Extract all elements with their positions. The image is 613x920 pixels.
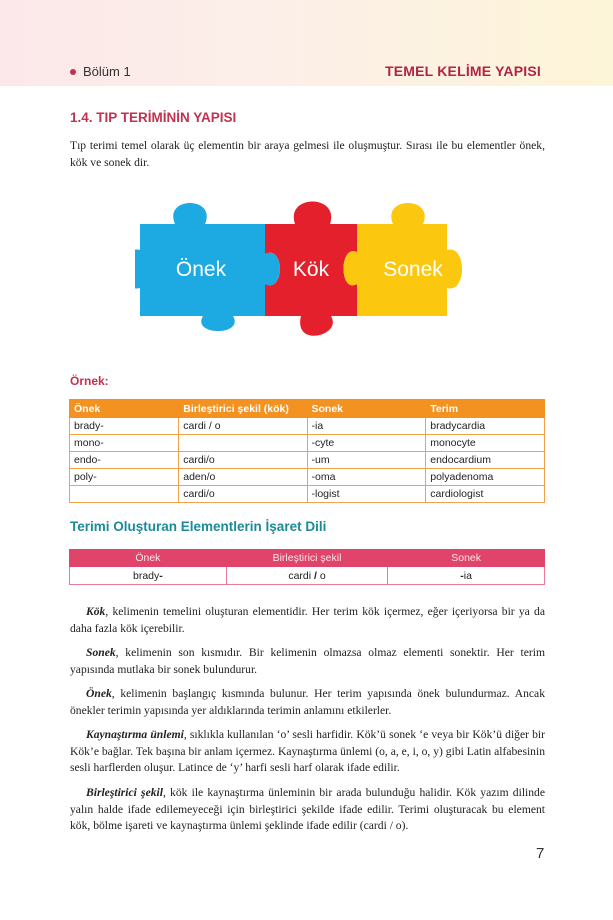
table-cell: mono- [70,435,179,452]
signs-title: Terimi Oluşturan Elementlerin İşaret Dili [70,519,327,534]
table-cell: -um [307,452,426,469]
prefix-mark: - [159,569,163,582]
suffix-text: ia [463,569,472,582]
table-cell: endocardium [426,452,545,469]
chapter-text: Bölüm 1 [83,64,131,79]
puzzle-illustration [135,186,480,348]
table-row [70,435,545,452]
definition: , kelimenin başlangıç kısmında bulunur. Her terim yapısında önek bulundurmaz. Ancak önekler terimin yapısında yer aldıklarında terimin anlamını etkilerler. [70,687,545,717]
table-row [70,418,545,435]
root-text: cardi [288,569,314,582]
page-header [0,0,613,86]
table-cell: -oma [307,469,426,486]
term: Kök [86,605,106,618]
paragraph-prefix [70,686,545,719]
table-row [70,452,545,469]
column-header: Önek [70,550,227,567]
table-cell: poly- [70,469,179,486]
paragraph-root [70,604,545,637]
signs-cell-prefix [70,567,227,585]
table-cell [70,486,179,503]
signs-cell-root [226,567,388,585]
chapter-title: TEMEL KELİME YAPISI [384,63,541,79]
column-header: Birleştirici şekil (kök) [179,400,307,418]
column-header: Sonek [388,550,545,567]
intro-paragraph: Tıp terimi temel olarak üç elementin bir araya gelmesi ile oluşmuştur. Sırası ile bu elementler önek, kök ve sonek dir. [70,139,545,169]
bullet-icon [70,69,76,75]
puzzle-label-suffix: Sonek [383,258,443,281]
root-tail: o [316,569,326,582]
table-cell: -logist [307,486,426,503]
table-cell: cardiologist [426,486,545,503]
definition: , kelimenin son kısmıdır. Bir kelimenin olmazsa olmaz elementi sonektir. Her terim yapısında mutlaka bir sonek bulundurur. [70,646,545,676]
table-cell: cardi / o [179,418,307,435]
term: Birleştirici şekil [86,786,163,799]
root-mark: / [314,569,317,582]
example-table [69,399,545,503]
puzzle-label-prefix: Önek [175,258,227,281]
table-row [70,469,545,486]
definition: , kelimenin temelini oluşturan elementidir. Her terim kök içermez, eğer içeriyorsa bir ya da daha fazla kök içerebilir. [70,605,545,635]
definition: , sıklıkla kullanılan ‘o’ sesli harfidir. Kök’ü sonek ‘e veya bir Kök’ü diğer bir Kök’e bağlar. Tek başına bir anlam içermez. Kaynaştırma ünlemi (o, a, e, i, o, y) gibi Latin alfabesinin sesli harflerden oluşur. Latince de ‘y’ harfi sesli harf olarak ifade edilir. [70,728,545,774]
term: Sonek [86,646,116,659]
column-header: Terim [426,400,545,418]
table-cell: -ia [307,418,426,435]
table-cell: bradycardia [426,418,545,435]
table-cell [179,435,307,452]
chapter-label [70,64,131,79]
column-header: Sonek [307,400,426,418]
example-label: Örnek: [70,374,109,388]
prefix-text: brady [132,569,160,582]
table-cell: cardi/o [179,452,307,469]
example-table-header [70,400,545,418]
section-title: 1.4. TIP TERİMİNİN YAPISI [70,110,237,125]
column-header: Önek [70,400,179,418]
signs-cell-suffix [388,567,545,585]
definition: , kök ile kaynaştırma ünleminin bir arada bulunduğu halidir. Kök yazım dilinde yalın halde ifade edilemeyeceği için birleştirici şekilde ifade edilir. Terimi oluşturacak bu element kök, bölme işareti ve kaynaştırma ünlemi şeklinde ifade edilir (cardi / o). [70,786,545,832]
suffix-mark: - [460,569,464,582]
table-cell: aden/o [179,469,307,486]
signs-table-header [70,550,545,567]
page-number: 7 [536,845,545,862]
table-cell: cardi/o [179,486,307,503]
signs-table [69,549,545,585]
table-cell: -cyte [307,435,426,452]
puzzle-label-root: Kök [292,258,330,281]
table-row [70,567,545,585]
table-cell: brady- [70,418,179,435]
paragraph-linking-vowel [70,727,545,777]
column-header: Birleştirici şekil [226,550,388,567]
paragraph-suffix [70,645,545,678]
paragraph-combining-form [70,785,545,835]
table-cell: endo- [70,452,179,469]
table-row [70,486,545,503]
term: Önek [86,687,112,700]
term: Kaynaştırma ünlemi [86,728,184,741]
table-cell: polyadenoma [426,469,545,486]
table-cell: monocyte [426,435,545,452]
